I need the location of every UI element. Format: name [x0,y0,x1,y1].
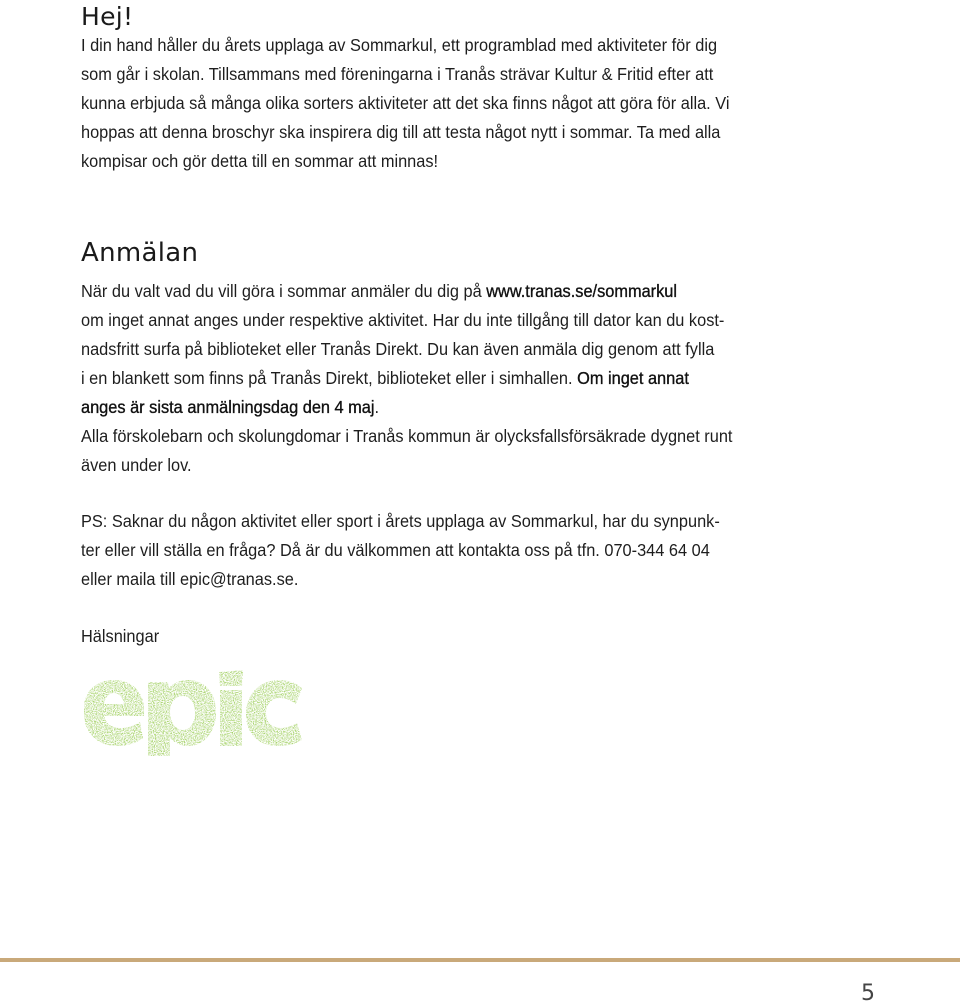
page-number: 5 [861,981,875,1006]
intro-line: hoppas att denna broschyr ska inspirera dig till att testa något nytt i sommar. Ta med alla [81,122,721,142]
intro-line: I din hand håller du årets upplaga av Sommarkul, ett programblad med aktiviteter för dig [81,35,718,55]
ps-paragraph [81,507,758,594]
sommarkul-link[interactable]: www.tranas.se/sommarkul [486,281,678,301]
greeting: Hälsningar [81,626,160,646]
insurance-text: även under lov. [81,455,192,475]
epic-logo [80,668,310,758]
intro-line: som går i skolan. Tillsammans med föreningarna i Tranås strävar Kultur & Fritid efter att [81,64,714,84]
deadline-emphasis: Om inget annat [577,368,689,388]
anmalan-text: nadsfritt surfa på biblioteket eller Tranås Direkt. Du kan även anmäla dig genom att fylla [81,339,715,359]
ps-line: ter eller vill ställa en fråga? Då är du välkommen att kontakta oss på tfn. 070-344 64 04 [81,540,710,560]
deadline-emphasis: anges är sista anmälningsdag den 4 maj [81,397,375,417]
anmalan-heading: Anmälan [81,238,199,268]
anmalan-text: När du valt vad du vill göra i sommar anmäler du dig på [81,281,487,301]
footer-rule [0,958,960,962]
anmalan-text: i en blankett som finns på Tranås Direkt, biblioteket eller i simhallen. [81,368,578,388]
ps-line: PS: Saknar du någon aktivitet eller sport i årets upplaga av Sommarkul, har du synpunk- [81,511,720,531]
anmalan-text: . [374,397,380,417]
anmalan-paragraph [81,277,758,480]
intro-heading: Hej! [81,2,134,31]
ps-line: eller maila till epic@tranas.se. [81,569,299,589]
intro-line: kunna erbjuda så många olika sorters aktiviteter att det ska finns något att göra för alla. Vi [81,93,730,113]
insurance-text: Alla förskolebarn och skolungdomar i Tranås kommun är olycksfallsförsäkrade dygnet runt [81,426,733,446]
intro-paragraph [81,31,758,176]
intro-line: kompisar och gör detta till en sommar att minnas! [81,151,439,171]
anmalan-text: om inget annat anges under respektive aktivitet. Har du inte tillgång till dator kan du kost- [81,310,725,330]
